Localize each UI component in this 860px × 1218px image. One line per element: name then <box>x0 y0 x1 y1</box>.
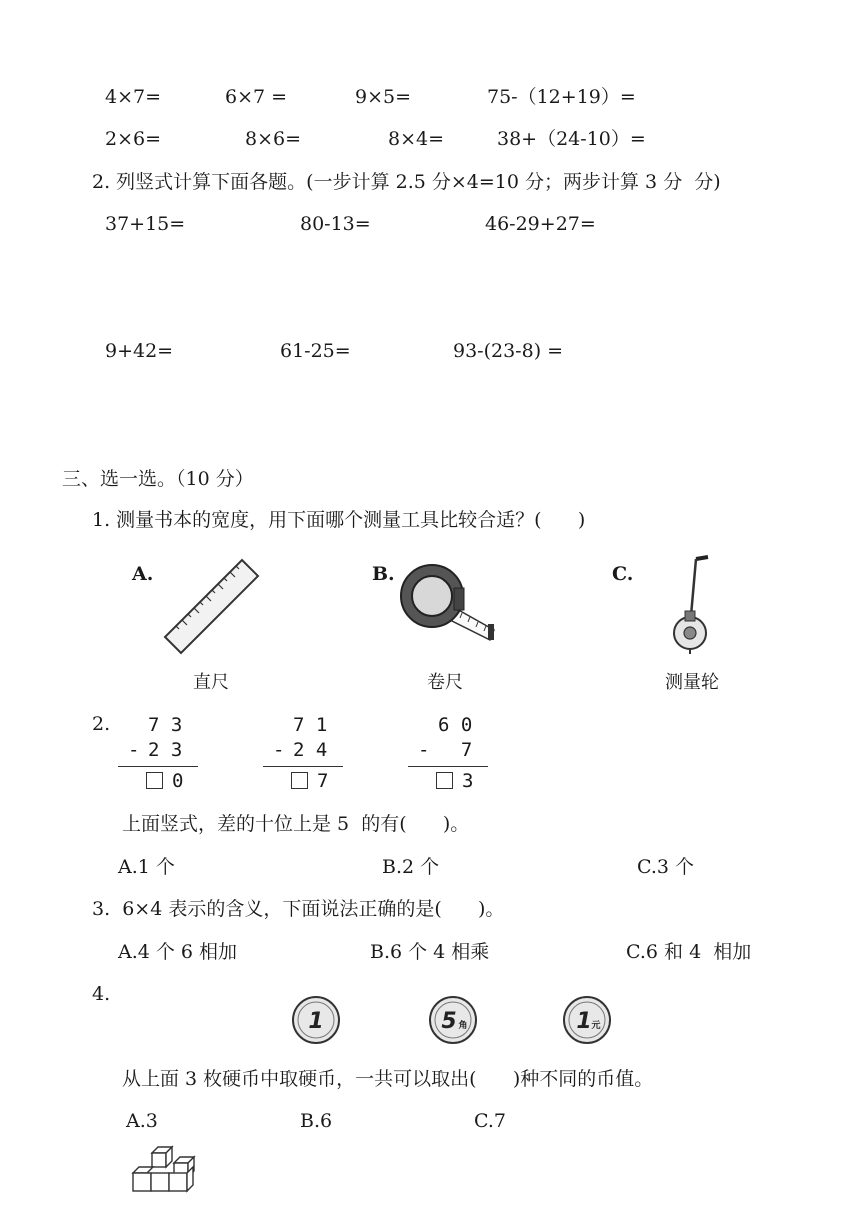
q1-option-a-caption: 直尺 <box>193 672 229 693</box>
q3-option-c[interactable]: C.6 和 4 相加 <box>626 941 752 963</box>
vcalc-r2-c3: 93-(23-8) = <box>453 340 564 362</box>
svg-text:元: 元 <box>591 1021 601 1031</box>
q2-text: 上面竖式，差的十位上是 5 的有( )。 <box>122 813 470 835</box>
q2-p1-bottom: 2 3 <box>148 739 183 761</box>
q3-option-a[interactable]: A.4 个 6 相加 <box>118 941 238 963</box>
q2-p2-bottom: 2 4 <box>293 739 328 761</box>
section3-heading: 三、选一选。（10 分） <box>62 468 254 490</box>
q2-p3-bottom: 7 <box>438 739 473 761</box>
q1-option-b-letter: B. <box>372 563 395 585</box>
coin-1-yuan-icon <box>562 995 612 1045</box>
q4-option-b[interactable]: B.6 <box>300 1110 333 1132</box>
svg-text:角: 角 <box>458 1021 468 1031</box>
svg-text:1: 1 <box>576 1009 592 1034</box>
q2-p3-rule <box>408 766 488 767</box>
svg-text:5: 5 <box>441 1009 457 1034</box>
oral-r2-c1: 2×6= <box>105 128 162 150</box>
q2-p3-blank[interactable] <box>436 772 453 789</box>
q2-p1-top: 7 3 <box>148 714 183 736</box>
oral-r2-c2: 8×6= <box>245 128 302 150</box>
svg-text:1: 1 <box>308 1009 324 1034</box>
ruler-icon <box>160 555 260 655</box>
coin-5-jiao-icon <box>428 995 478 1045</box>
q2-option-a[interactable]: A.1 个 <box>118 856 175 878</box>
vertical-calc-title: 2. 列竖式计算下面各题。(一步计算 2.5 分×4=10 分；两步计算 3 分 分) <box>92 171 721 193</box>
q2-p2-blank[interactable] <box>291 772 308 789</box>
q3-text: 3. 6×4 表示的含义，下面说法正确的是( )。 <box>92 898 505 920</box>
oral-r2-c4: 38+（24-10）= <box>497 128 646 150</box>
q2-p1-rule <box>118 766 198 767</box>
q2-p1-blank[interactable] <box>146 772 163 789</box>
q2-p3-op: - <box>418 739 430 761</box>
q1-text: 1. 测量书本的宽度，用下面哪个测量工具比较合适？( ) <box>92 509 586 531</box>
q2-option-b[interactable]: B.2 个 <box>382 856 440 878</box>
q2-number: 2. <box>92 713 111 735</box>
q4-number: 4. <box>92 983 111 1005</box>
oral-r1-c4: 75-（12+19）= <box>487 86 636 108</box>
q2-option-c[interactable]: C.3 个 <box>637 856 695 878</box>
q2-p3-top: 6 0 <box>438 714 473 736</box>
q4-option-a[interactable]: A.3 <box>126 1110 158 1132</box>
q2-p1-result: 0 <box>172 770 184 792</box>
q2-p2-top: 7 1 <box>293 714 328 736</box>
vcalc-r2-c1: 9+42= <box>105 340 174 362</box>
q2-p2-result: 7 <box>317 770 329 792</box>
q2-p1-op: - <box>128 739 140 761</box>
vcalc-r1-c3: 46-29+27= <box>485 213 596 235</box>
coin-1-icon <box>291 995 341 1045</box>
q2-p2-op: - <box>273 739 285 761</box>
vcalc-r1-c2: 80-13= <box>300 213 371 235</box>
q1-option-c-letter: C. <box>612 563 634 585</box>
measuring-wheel-icon <box>666 555 716 655</box>
oral-r2-c3: 8×4= <box>388 128 445 150</box>
oral-r1-c2: 6×7 = <box>225 86 288 108</box>
q1-option-a-letter: A. <box>132 563 154 585</box>
q1-option-b-caption: 卷尺 <box>427 672 463 693</box>
q2-vertical-problem-3 <box>408 716 488 796</box>
q4-option-c[interactable]: C.7 <box>474 1110 506 1132</box>
cube-stack-icon <box>130 1143 202 1195</box>
vcalc-r2-c2: 61-25= <box>280 340 351 362</box>
q2-p2-rule <box>263 766 343 767</box>
q4-text: 从上面 3 枚硬币中取硬币，一共可以取出( )种不同的币值。 <box>122 1068 654 1090</box>
tape-measure-icon <box>400 560 500 652</box>
q2-p3-result: 3 <box>462 770 474 792</box>
q1-option-c-caption: 测量轮 <box>665 672 719 693</box>
oral-r1-c1: 4×7= <box>105 86 162 108</box>
oral-r1-c3: 9×5= <box>355 86 412 108</box>
vcalc-r1-c1: 37+15= <box>105 213 186 235</box>
q2-vertical-problem-1 <box>118 716 198 796</box>
q2-vertical-problem-2 <box>263 716 343 796</box>
q3-option-b[interactable]: B.6 个 4 相乘 <box>370 941 490 963</box>
